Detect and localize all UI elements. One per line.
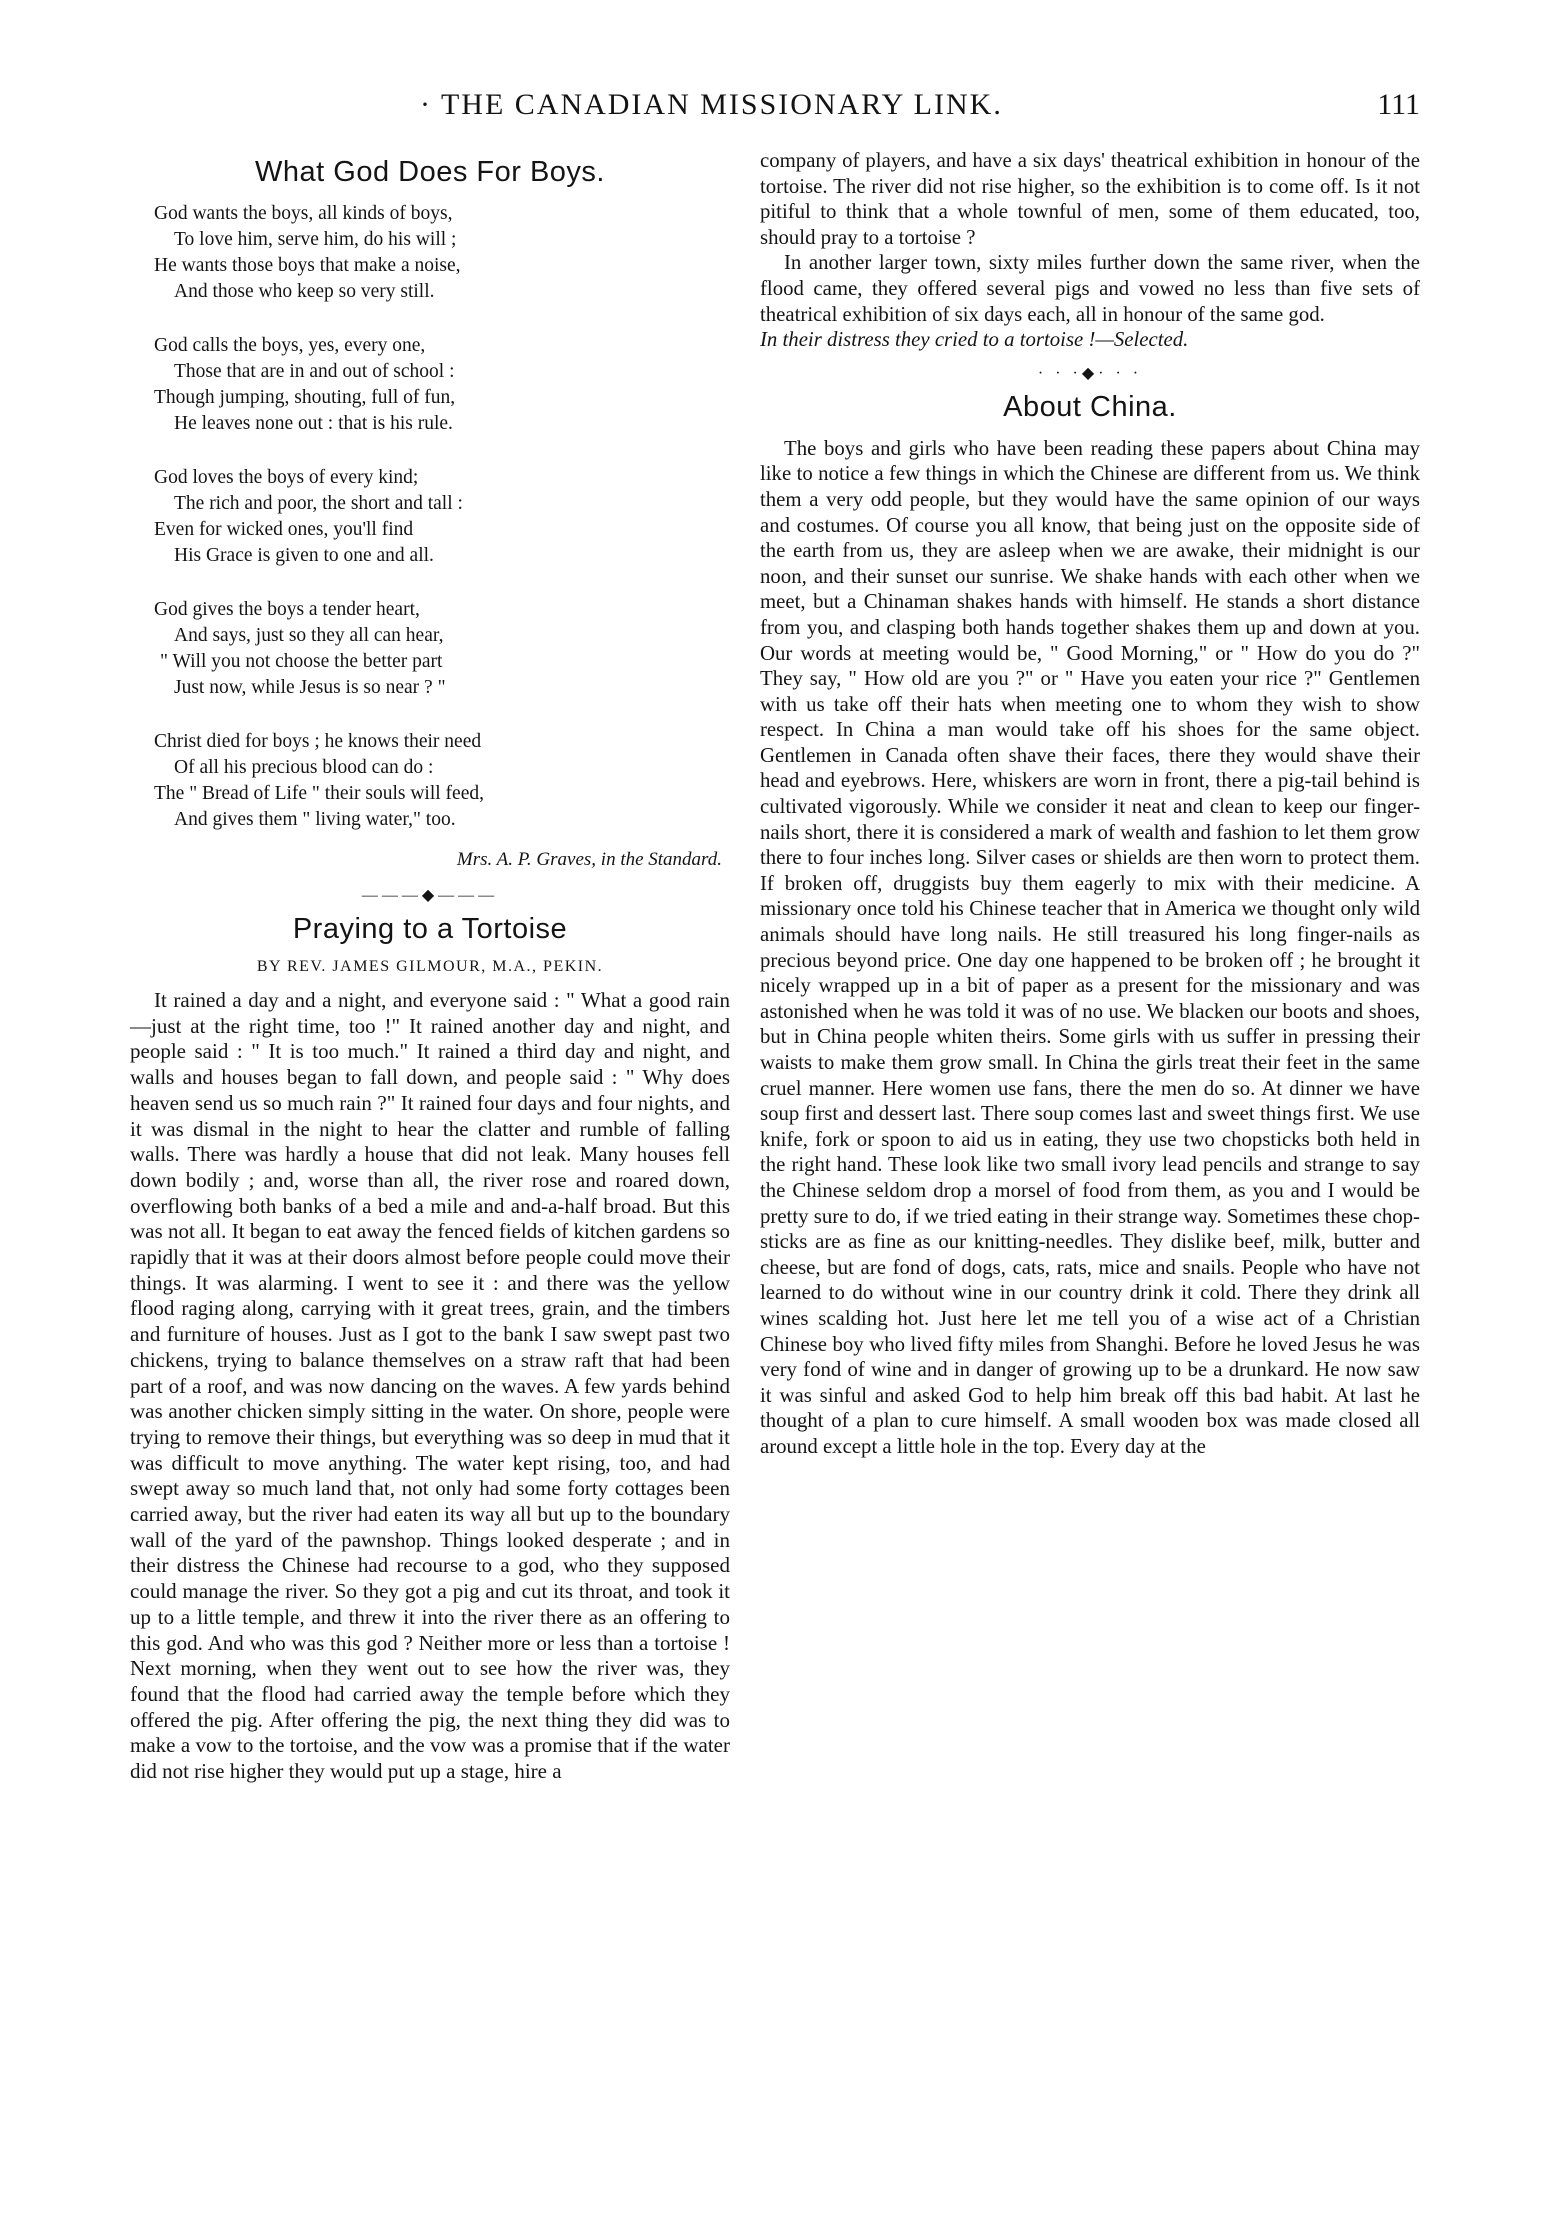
tortoise-paragraph-2: In another larger town, sixty miles further down the same river, when the flood came, they offered several pigs and vowed no less than five sets of theatrical exhibition of six days each, all in honour of the same god.: [760, 251, 1420, 326]
poem-line: And says, just so they all can hear,: [174, 625, 444, 646]
poem-line: His Grace is given to one and all.: [174, 545, 434, 566]
poem-title: What God Does For Boys.: [255, 156, 605, 188]
poem-line: God loves the boys of every kind;: [154, 467, 419, 488]
china-paragraph: The boys and girls who have been reading these papers about China may like to notice a few things in which the Chinese are different from us. We think them a very odd people, but they would have the same opinion of our ways and costumes. Of course you all know, that being just on the opposite side of the earth from us, they are asleep when we are awake, their midnight is our noon, and their sunset our sunrise. We shake hands with each other when we meet, but a Chinaman shakes hands with himself. He stands a short distance from you, and clasping both hands together shakes them up and down at you. Our words at meeting would be, " Good Morning," or " How do you do ?" They say, " How old are you ?" or " Have you eaten your rice ?" Gentlemen with us take off their hats when meeting one to whom they wish to show respect. In China a man would take off his shoes for the same object. Gentlemen in Canada often shave their faces, there they would shave their head and eyebrows. Here, whiskers are worn in front, there a pig-tail behind is cultivated vigorously. While we consider it neat and clean to keep our finger-nails short, there it is considered a mark of wealth and fashion to let them grow there to four inches long. Silver cases or shields are then worn to protect them. If broken off, druggists buy them eagerly to mix with their medicine. A missionary once told his Chinese teacher that in America we thought only wild animals should have long nails. He still treasured his long finger-nails as precious beyond price. One day one happened to be broken off ; he brought it nicely wrapped up in a bit of paper as a present for the missionary and was astonished when he was told it was of no use. We blacken our boots and shoes, but in China people whiten theirs. Some girls with us suffer in pressing their waists to make them grow small. In China the girls treat their feet in the same cruel manner. Here women use fans, there the men do so. At dinner we have soup first and dessert last. There soup comes last and sweet things first. We use knife, fork or spoon to aid us in eating, they use two chopsticks both held in the right hand. These look like two small ivory lead pencils and strange to say the Chinese seldom drop a morsel of food from them, as you and I would be pretty sure to do, if we tried eating in their strange way. Sometimes these chop-sticks are as fine as our knitting-needles. They dislike beef, milk, butter and cheese, but are fond of dogs, cats, rats, mice and snails. People who have not learned to do without wine in our country drink it cold. There they drink all wines scalding hot. Just here let me tell you of a wise act of a Christian Chinese boy who lived fifty miles from Shanghi. Before he loved Jesus he was very fond of wine and in danger of growing up to be a drunkard. He now saw it was sinful and asked God to help him break off this bad habit. At last he thought of a plan to cure himself. A small wooden box was made closed all around except a little hole in the top. Every day at the: [760, 436, 1420, 1458]
poem-stanza-5: [130, 729, 730, 833]
poem-attribution: Mrs. A. P. Graves, in the Standard.: [456, 849, 722, 870]
poem-line: God wants the boys, all kinds of boys,: [154, 203, 453, 224]
page-number: 111: [1377, 88, 1420, 121]
tortoise-paragraph-1-continued: company of players, and have a six days' theatrical exhibition in honour of the tortoise. The river did not rise higher, so the exhibition is to come off. Is it not pitiful to think that a whole townful of men, some of them educated, too, should pray to a tortoise ?: [760, 149, 1420, 249]
right-column: [760, 148, 1420, 1460]
poem-stanza-3: [130, 465, 730, 569]
poem-line: To love him, serve him, do his will ;: [174, 229, 457, 250]
poem-line: God gives the boys a tender heart,: [154, 599, 420, 620]
tortoise-closing-line: In their distress they cried to a tortoise !—Selected.: [760, 328, 1189, 352]
poem-body: [130, 201, 730, 833]
poem-line: " Will you not choose the better part: [160, 651, 443, 672]
poem-line: Even for wicked ones, you'll find: [154, 519, 414, 540]
poem-stanza-4: [130, 597, 730, 701]
article-title-china: About China.: [1003, 390, 1177, 423]
poem-line: Of all his precious blood can do :: [174, 757, 434, 778]
left-column: [130, 148, 730, 1785]
publication-title: · THE CANADIAN MISSIONARY LINK.: [420, 88, 1003, 121]
poem-line: The " Bread of Life " their souls will feed,: [154, 783, 484, 804]
article-byline: BY REV. JAMES GILMOUR, M.A., PEKIN.: [256, 958, 604, 975]
poem-stanza-1: [130, 201, 730, 305]
poem-line: God calls the boys, yes, every one,: [154, 335, 426, 356]
poem-line: The rich and poor, the short and tall :: [174, 493, 463, 514]
article-title-tortoise: Praying to a Tortoise: [292, 913, 568, 945]
poem-line: Christ died for boys ; he knows their need: [154, 731, 482, 752]
poem-line: And gives them " living water," too.: [174, 809, 456, 830]
section-divider: ———◆———: [361, 887, 499, 904]
running-head: [360, 88, 1420, 128]
tortoise-paragraph-1: It rained a day and a night, and everyone said : " What a good rain—just at the right time, too !" It rained another day and night, and people said : " It is too much." It rained a third day and night, and walls and houses began to fall down, and people said : " Why does heaven send us so much rain ?" It rained four days and four nights, and it was dismal in the night to hear the clatter and rumble of falling walls. There was hardly a house that did not leak. Many houses fell down bodily ; and, worse than all, the river rose and roared down, overflowing both banks of a bed a mile and and-a-half broad. But this was not all. It began to eat away the fenced fields of kitchen gardens so rapidly that it was at their doors almost before people could move their things. It was alarming. I went to see it : and there was the yellow flood raging along, carrying with it great trees, grain, and the timbers and furniture of houses. Just as I got to the bank I saw swept past two chickens, trying to balance themselves on a straw raft that had been part of a roof, and was now dancing on the waves. A few yards behind was another chicken simply sitting in the water. On shore, people were trying to remove their things, but everything was so deep in mud that it was difficult to move anything. The water kept rising, too, and had swept away so much land that, not only had some forty cottages been carried away, but the river had eaten its way all but up to the boundary wall of the yard of the pawnshop. Things looked desperate ; and in their distress the Chinese had recourse to a god, who they supposed could manage the river. So they got a pig and cut its throat, and took it up to a little temple, and threw it into the river there as an offering to this god. And who was this god ? Neither more or less than a tortoise ! Next morning, when they went out to see how the river was, they found that the flood had carried away the temple before which they offered the pig. After offering the pig, the next thing they did was to make a vow to the tortoise, and the vow was a promise that if the water did not rise higher they would put up a stage, hire a: [130, 988, 730, 1784]
poem-line: Though jumping, shouting, full of fun,: [154, 387, 456, 408]
poem-line: He leaves none out : that is his rule.: [174, 413, 453, 434]
poem-line: Those that are in and out of school :: [174, 361, 455, 382]
poem-stanza-2: [130, 333, 730, 437]
poem-line: Just now, while Jesus is so near ? ": [174, 677, 446, 698]
poem-line: He wants those boys that make a noise,: [154, 255, 461, 276]
section-divider: · · ·◆· · ·: [1037, 364, 1143, 382]
poem-line: And those who keep so very still.: [174, 281, 435, 302]
